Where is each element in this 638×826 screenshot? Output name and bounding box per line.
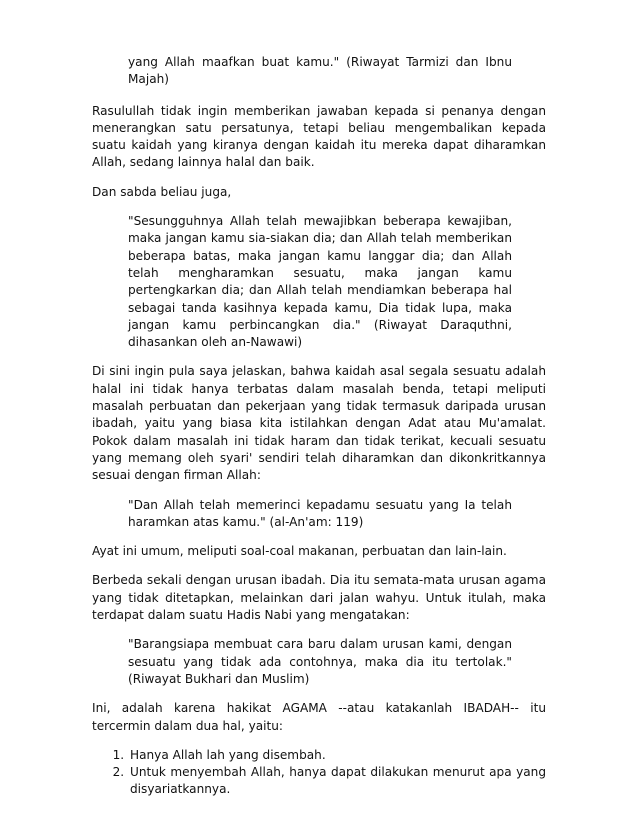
list-item: 1. Hanya Allah lah yang disembah. (128, 747, 546, 764)
paragraph-urusan-ibadah: Berbeda sekali dengan urusan ibadah. Dia itu semata-mata urusan agama yang tidak ditetapkan, melainkan dari jalan wahyu. Untuk itulah, maka terdapat dalam suatu Hadis Nabi yang mengatakan: (92, 573, 546, 623)
paragraph-hakikat-agama: Ini, adalah karena hakikat AGAMA --atau katakanlah IBADAH-- itu tercermin dalam dua hal, yaitu: (92, 701, 546, 733)
quote-al-anam: "Dan Allah telah memerinci kepadamu sesuatu yang Ia telah haramkan atas kamu." (al-An'am: 119) (128, 497, 512, 529)
paragraph-sabda-intro: Dan sabda beliau juga, (92, 184, 232, 199)
quote-bukhari-muslim: "Barangsiapa membuat cara baru dalam urusan kami, dengan sesuatu yang tidak ada contohnya, maka dia itu tertolak." (Riwayat Bukhari dan Muslim) (128, 637, 512, 686)
list-item: 2. Untuk menyembah Allah, hanya dapat dilakukan menurut apa yang disyariatkannya. (128, 764, 546, 799)
paragraph-rasulullah-kaidah: Rasulullah tidak ingin memberikan jawaban kepada si penanya dengan menerangkan satu persatunya, tetapi beliau mengembalikan kepada suatu kaidah yang kiranya dengan kaidah itu mereka dapat diharamkan Allah, sedang lainnya halal dan baik. (92, 103, 546, 170)
document-page (92, 54, 546, 799)
paragraph-ayat-umum: Ayat ini umum, meliputi soal-coal makanan, perbuatan dan lain-lain. (92, 544, 507, 559)
paragraph-kaidah-asal: Di sini ingin pula saya jelaskan, bahwa kaidah asal segala sesuatu adalah halal ini tidak hanya terbatas dalam masalah benda, tetapi meliputi masalah perbuatan dan pekerjaan yang tidak termasuk daripada urusan ibadah, yaitu yang biasa kita istilahkan dengan Adat atau Mu'amalat. Pokok dalam masalah ini tidak haram dan tidak terikat, kecuali sesuatu yang memang oleh syari' sendiri telah diharamkan dan dikonkritkannya sesuai dengan firman Allah: (92, 364, 546, 483)
quote-tarmizi: yang Allah maafkan buat kamu." (Riwayat Tarmizi dan Ibnu Majah) (128, 55, 512, 87)
quote-daraquthni: "Sesungguhnya Allah telah mewajibkan beberapa kewajiban, maka jangan kamu sia-siakan dia; dan Allah telah memberikan beberapa batas, maka jangan kamu langgar dia; dan Allah telah mengharamkan sesuatu, maka jangan kamu pertengkarkan dia; dan Allah telah mendiamkan beberapa hal sebagai tanda kasihnya kepada kamu, Dia tidak lupa, maka jangan kamu perbincangkan dia." (Riwayat Daraquthni, dihasankan oleh an-Nawawi) (128, 214, 512, 350)
numbered-list (92, 747, 546, 799)
